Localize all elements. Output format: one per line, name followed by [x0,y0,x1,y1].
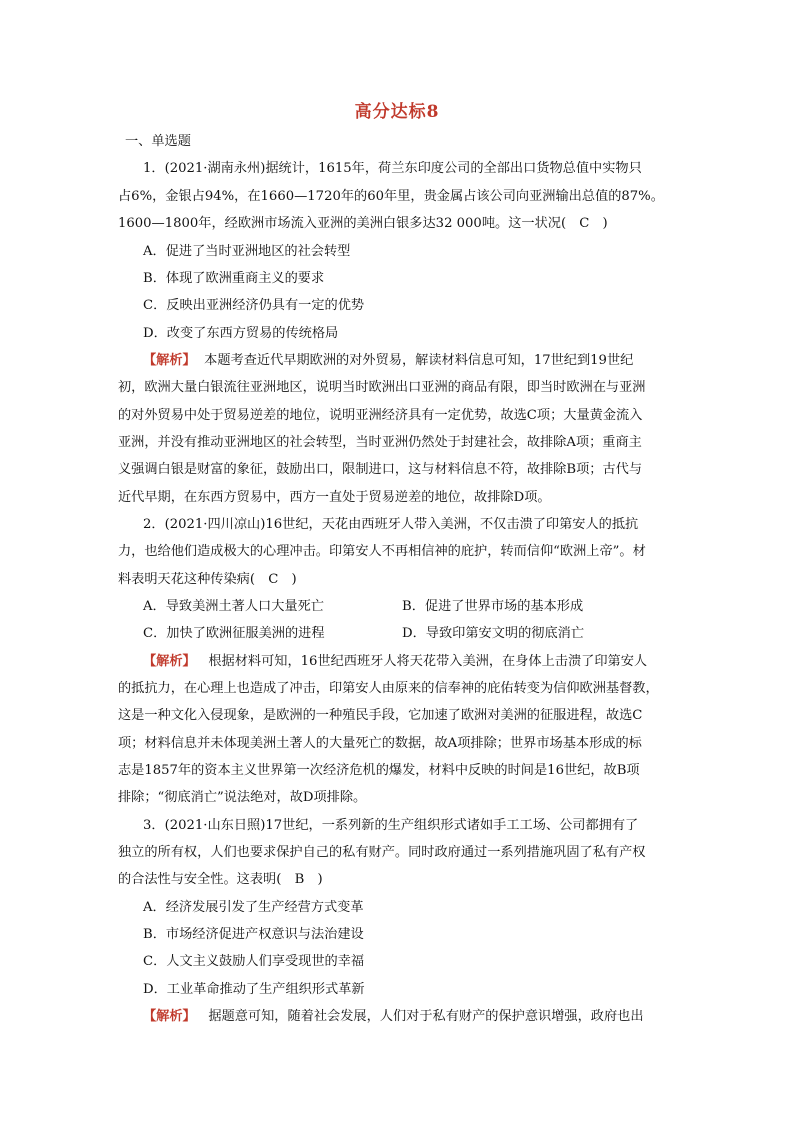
q2-analysis-line: 排除；“彻底消亡”说法绝对，故D项排除。 [118,790,367,805]
q2-analysis-line: 这是一种文化入侵现象，是欧洲的一种殖民手段，它加速了欧洲对美洲的征服进程，故选C [118,708,643,723]
q2-analysis-line: 的抵抗力，在心理上也造成了冲击，印第安人由原来的信奉神的庇佑转变为信仰欧洲基督教， [118,681,659,696]
q2-analysis-text: 根据材料可知，16世纪西班牙人将天花带入美洲，在身体上击溃了印第安人 [208,654,648,669]
q3-analysis-text: 据题意可知，随着社会发展，人们对于私有财产的保护意识增强，政府也出 [208,1009,644,1024]
q1-analysis-text: 本题考查近代早期欧洲的对外贸易，解读材料信息可知，17世纪到19世纪 [204,353,634,368]
q2-option-d: D．导致印第安文明的彻底消亡 [402,626,585,641]
q3-stem-line: 独立的所有权，人们也要求保护自己的私有财产。同时政府通过一系列措施巩固了私有产权 [118,845,646,860]
q2-stem-line: 2．(2021·四川凉山)16世纪，天花由西班牙人带入美洲，不仅击溃了印第安人的抵抗 [143,517,639,532]
q1-option-b: B．体现了欧洲重商主义的要求 [143,271,325,286]
q2-analysis-line: 项；材料信息并未体现美洲土著人的大量死亡的数据，故A项排除；世界市场基本形成的标 [118,736,642,751]
q2-option-c: C．加快了欧洲征服美洲的进程 [143,626,325,641]
analysis-tag: 【解析】 [143,353,196,368]
q1-analysis-line: 初，欧洲大量白银流往亚洲地区，说明当时欧洲出口亚洲的商品有限，即当时欧洲在与亚洲 [118,380,646,395]
q3-option-b: B．市场经济促进产权意识与法治建设 [143,927,364,942]
q1-option-c: C．反映出亚洲经济仍具有一定的优势 [143,298,365,313]
q1-option-d: D．改变了东西方贸易的传统格局 [143,326,339,341]
q1-stem-line: 占6%，金银占94%，在1660—1720年的60年里，贵金属占该公司向亚洲输出总值的87%。 [118,189,664,204]
q2-stem-line: 力，也给他们造成极大的心理冲击。印第安人不再相信神的庇护，转而信仰“欧洲上帝”。材 [118,544,646,559]
q3-stem-line: 的合法性与安全性。这表明( B ) [118,872,323,887]
q2-option-a: A．导致美洲土著人口大量死亡 [143,599,324,614]
q1-stem-line: 1600—1800年，经欧洲市场流入亚洲的美洲白银多达32 000吨。这一状况( C ) [118,216,608,231]
q3-stem-line: 3．(2021·山东日照)17世纪，一系列新的生产组织形式诸如手工工场、公司都拥有了 [143,818,639,833]
q1-analysis-line: 亚洲，并没有推动亚洲地区的社会转型，当时亚洲仍然处于封建社会，故排除A项；重商主 [118,435,642,450]
q1-stem-line: 1．(2021·湖南永州)据统计，1615年，荷兰东印度公司的全部出口货物总值中实物只 [143,161,642,176]
q3-option-d: D．工业革命推动了生产组织形式革新 [143,982,365,997]
q2-analysis-line [143,654,647,670]
q1-option-a: A．促进了当时亚洲地区的社会转型 [143,244,351,259]
section-heading: 一、单选题 [125,134,191,149]
q2-analysis-line: 志是1857年的资本主义世界第一次经济危机的爆发，材料中反映的时间是16世纪，故B项 [118,763,640,778]
page-title: 高分达标8 [354,102,440,122]
q1-analysis-line: 近代早期，在东西方贸易中，西方一直处于贸易逆差的地位，故排除D项。 [118,490,551,505]
analysis-tag: 【解析】 [143,654,196,669]
q1-analysis-line [143,353,633,369]
q3-analysis-line [143,1009,644,1025]
q1-analysis-line: 义强调白银是财富的象征，鼓励出口，限制进口，这与材料信息不符，故排除B项；古代与 [118,462,642,477]
q3-option-c: C．人文主义鼓励人们享受现世的幸福 [143,954,365,969]
q1-analysis-line: 的对外贸易中处于贸易逆差的地位，说明亚洲经济具有一定优势，故选C项；大量黄金流入 [118,408,643,423]
q3-option-a: A．经济发展引发了生产经营方式变革 [143,900,364,915]
analysis-tag: 【解析】 [143,1009,196,1024]
q2-stem-line: 料表明天花这种传染病( C ) [118,572,297,587]
q2-option-b: B．促进了世界市场的基本形成 [402,599,584,614]
